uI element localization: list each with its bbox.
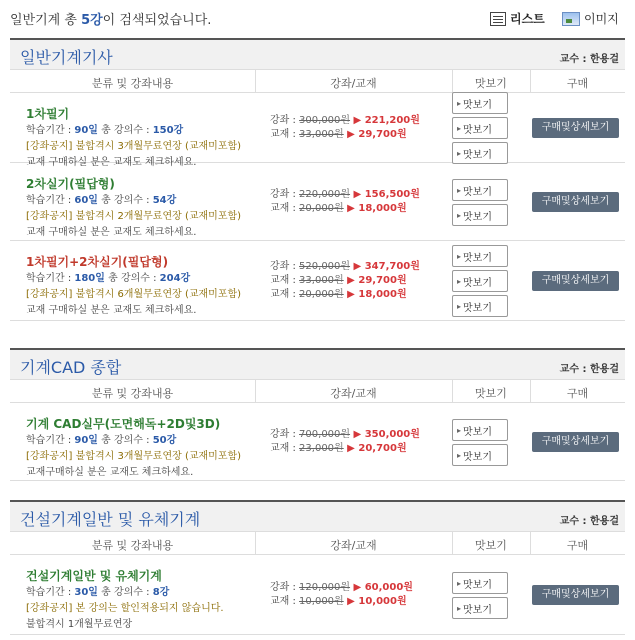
course-row (10, 163, 625, 241)
period-label: 학습기간 : (26, 273, 75, 284)
original-price: 20,000원 (299, 203, 344, 214)
price-block (270, 188, 420, 216)
book-price-line (270, 595, 413, 609)
preview-button[interactable]: ▸ 맛보기 (452, 597, 508, 619)
list-icon (490, 12, 506, 26)
period-label: 학습기간 : (26, 125, 75, 136)
preview-button[interactable]: ▸ 맛보기 (452, 142, 508, 164)
column-header (10, 70, 625, 93)
course-info (26, 193, 241, 241)
buy-detail-button[interactable]: 구매및상세보기 (532, 271, 619, 291)
course-period-line (26, 585, 224, 601)
column-header (10, 380, 625, 403)
course-notice: [강좌공지] 본 강의는 할인적용되지 않습니다. (26, 603, 224, 614)
original-price: 120,000원 (299, 582, 351, 593)
count-label: 총 강의수 : (97, 125, 153, 136)
original-price: 300,000원 (299, 115, 351, 126)
period-value: 60일 (74, 195, 98, 206)
column-divider (530, 380, 531, 402)
book-price-line (270, 202, 420, 216)
price-block (270, 260, 420, 302)
count-value: 150강 (152, 125, 184, 136)
preview-button[interactable]: ▸ 맛보기 (452, 444, 508, 466)
book-price-line (270, 442, 420, 456)
period-value: 90일 (74, 435, 98, 446)
original-price: 23,000원 (299, 443, 344, 454)
book-price-line (270, 128, 420, 142)
preview-button[interactable]: ▸ 맛보기 (452, 179, 508, 201)
course-notice: [강좌공지] 불합격시 6개월무료연장 (교재미포함) (26, 289, 242, 300)
column-price: 강좌/교재 (330, 387, 377, 400)
buy-detail-button[interactable]: 구매및상세보기 (532, 585, 619, 605)
course-price-line (270, 260, 420, 274)
price-label: 강좌 : (270, 429, 300, 440)
image-view-toggle[interactable] (562, 10, 619, 27)
course-notice: [강좌공지] 불합격시 2개월무료연장 (교재미포함) (26, 211, 242, 222)
section-title: 일반기계기사 (20, 48, 113, 67)
column-preview: 맛보기 (475, 77, 507, 90)
count-value: 204강 (159, 273, 191, 284)
price-block (270, 114, 420, 142)
price-block (270, 581, 413, 609)
course-title[interactable]: 건설기계일반 및 유체기계 (26, 569, 162, 583)
price-label: 강좌 : (270, 582, 300, 593)
course-note: 교재 구매하실 분은 교재도 체크하세요. (26, 157, 197, 168)
result-suffix: 이 검색되었습니다. (102, 13, 212, 28)
column-course: 분류 및 강좌내용 (91, 539, 174, 552)
course-section (10, 38, 625, 321)
course-title[interactable]: 기계 CAD실무(도면해독+2D및3D) (26, 417, 221, 431)
column-preview: 맛보기 (475, 539, 507, 552)
result-prefix: 일반기계 총 (10, 13, 82, 28)
column-header (10, 532, 625, 555)
course-section (10, 500, 625, 635)
preview-button[interactable]: ▸ 맛보기 (452, 245, 508, 267)
discount-price: ▶ 156,500원 (350, 189, 420, 200)
price-label: 강좌 : (270, 261, 300, 272)
discount-price: ▶ 20,700원 (343, 443, 407, 454)
price-label: 교재 : (270, 203, 300, 214)
period-label: 학습기간 : (26, 195, 75, 206)
preview-button[interactable]: ▸ 맛보기 (452, 419, 508, 441)
preview-button[interactable]: ▸ 맛보기 (452, 92, 508, 114)
count-label: 총 강의수 : (97, 195, 153, 206)
buy-detail-button[interactable]: 구매및상세보기 (532, 118, 619, 138)
column-divider (452, 380, 453, 402)
original-price: 10,000원 (299, 596, 344, 607)
course-row (10, 93, 625, 168)
column-divider (255, 532, 256, 554)
price-label: 교재 : (270, 596, 300, 607)
discount-price: ▶ 221,200원 (350, 115, 420, 126)
price-block (270, 428, 420, 456)
buy-detail-button[interactable]: 구매및상세보기 (532, 432, 619, 452)
discount-price: ▶ 18,000원 (343, 289, 407, 300)
period-value: 180일 (74, 273, 105, 284)
course-period-line (26, 193, 241, 209)
book-price-line (270, 288, 420, 302)
discount-price: ▶ 18,000원 (343, 203, 407, 214)
preview-button[interactable]: ▸ 맛보기 (452, 295, 508, 317)
period-value: 90일 (74, 125, 98, 136)
course-period-line (26, 271, 241, 287)
original-price: 33,000원 (299, 129, 344, 140)
column-divider (530, 70, 531, 92)
result-count: 5강 (81, 13, 103, 28)
column-divider (255, 70, 256, 92)
column-buy: 구매 (566, 539, 589, 552)
result-summary (10, 9, 211, 28)
section-header (10, 40, 625, 70)
count-value: 50강 (152, 435, 177, 446)
preview-button[interactable]: ▸ 맛보기 (452, 117, 508, 139)
column-divider (255, 380, 256, 402)
section-teacher: 교수 : 한용걸 (559, 364, 619, 375)
count-label: 총 강의수 : (97, 435, 153, 446)
list-view-toggle[interactable] (490, 10, 545, 27)
course-title[interactable]: 1차필기 (26, 107, 70, 121)
discount-price: ▶ 347,700원 (350, 261, 420, 272)
course-notice: [강좌공지] 불합격시 3개월무료연장 (교재미포함) (26, 141, 242, 152)
column-buy: 구매 (566, 387, 589, 400)
course-title[interactable]: 2차실기(필답형) (26, 177, 115, 191)
column-buy: 구매 (566, 77, 589, 90)
price-label: 강좌 : (270, 115, 300, 126)
section-teacher: 교수 : 한용걸 (559, 54, 619, 65)
count-label: 총 강의수 : (104, 273, 160, 284)
image-icon (562, 12, 580, 26)
discount-price: ▶ 29,700원 (343, 129, 407, 140)
section-header (10, 350, 625, 380)
course-info (26, 585, 224, 633)
course-note: 교재구매하실 분은 교재도 체크하세요. (26, 467, 194, 478)
column-course: 분류 및 강좌내용 (91, 77, 174, 90)
course-note: 교재 구매하실 분은 교재도 체크하세요. (26, 227, 197, 238)
column-course: 분류 및 강좌내용 (91, 387, 174, 400)
column-preview: 맛보기 (475, 387, 507, 400)
course-price-line (270, 581, 413, 595)
original-price: 220,000원 (299, 189, 351, 200)
list-view-label: 리스트 (510, 12, 545, 26)
period-value: 30일 (74, 587, 98, 598)
preview-button[interactable]: ▸ 맛보기 (452, 572, 508, 594)
course-price-line (270, 188, 420, 202)
preview-button[interactable]: ▸ 맛보기 (452, 270, 508, 292)
section-teacher: 교수 : 한용걸 (559, 516, 619, 527)
price-label: 교재 : (270, 443, 300, 454)
course-notice: [강좌공지] 불합격시 3개월무료연장 (교재미포함) (26, 451, 242, 462)
discount-price: ▶ 60,000원 (350, 582, 413, 593)
count-value: 8강 (152, 587, 170, 598)
course-title[interactable]: 1차필기+2차실기(필답형) (26, 255, 169, 269)
column-divider (530, 532, 531, 554)
search-result-bar (0, 0, 635, 36)
course-note: 교재 구매하실 분은 교재도 체크하세요. (26, 305, 197, 316)
course-row (10, 403, 625, 481)
section-title: 기계CAD 종합 (20, 358, 122, 377)
book-price-line (270, 274, 420, 288)
original-price: 20,000원 (299, 289, 344, 300)
period-label: 학습기간 : (26, 435, 75, 446)
course-period-line (26, 433, 241, 449)
original-price: 700,000원 (299, 429, 351, 440)
price-label: 교재 : (270, 129, 300, 140)
course-row (10, 555, 625, 635)
discount-price: ▶ 29,700원 (343, 275, 407, 286)
period-label: 학습기간 : (26, 587, 75, 598)
discount-price: ▶ 10,000원 (343, 596, 407, 607)
course-price-line (270, 114, 420, 128)
original-price: 33,000원 (299, 275, 344, 286)
count-label: 총 강의수 : (97, 587, 153, 598)
column-divider (452, 70, 453, 92)
course-period-line (26, 123, 241, 139)
buy-detail-button[interactable]: 구매및상세보기 (532, 192, 619, 212)
price-label: 강좌 : (270, 189, 300, 200)
section-title: 건설기계일반 및 유체기계 (20, 510, 201, 529)
column-divider (452, 532, 453, 554)
price-label: 교재 : (270, 289, 300, 300)
discount-price: ▶ 350,000원 (350, 429, 420, 440)
course-note: 불합격시 1개월무료연장 (26, 619, 133, 630)
course-info (26, 271, 241, 319)
preview-button[interactable]: ▸ 맛보기 (452, 204, 508, 226)
image-view-label: 이미지 (584, 12, 619, 26)
count-value: 54강 (152, 195, 177, 206)
course-row (10, 241, 625, 321)
column-price: 강좌/교재 (330, 539, 377, 552)
course-section (10, 348, 625, 481)
column-price: 강좌/교재 (330, 77, 377, 90)
price-label: 교재 : (270, 275, 300, 286)
course-price-line (270, 428, 420, 442)
original-price: 520,000원 (299, 261, 351, 272)
section-header (10, 502, 625, 532)
course-info (26, 433, 241, 481)
